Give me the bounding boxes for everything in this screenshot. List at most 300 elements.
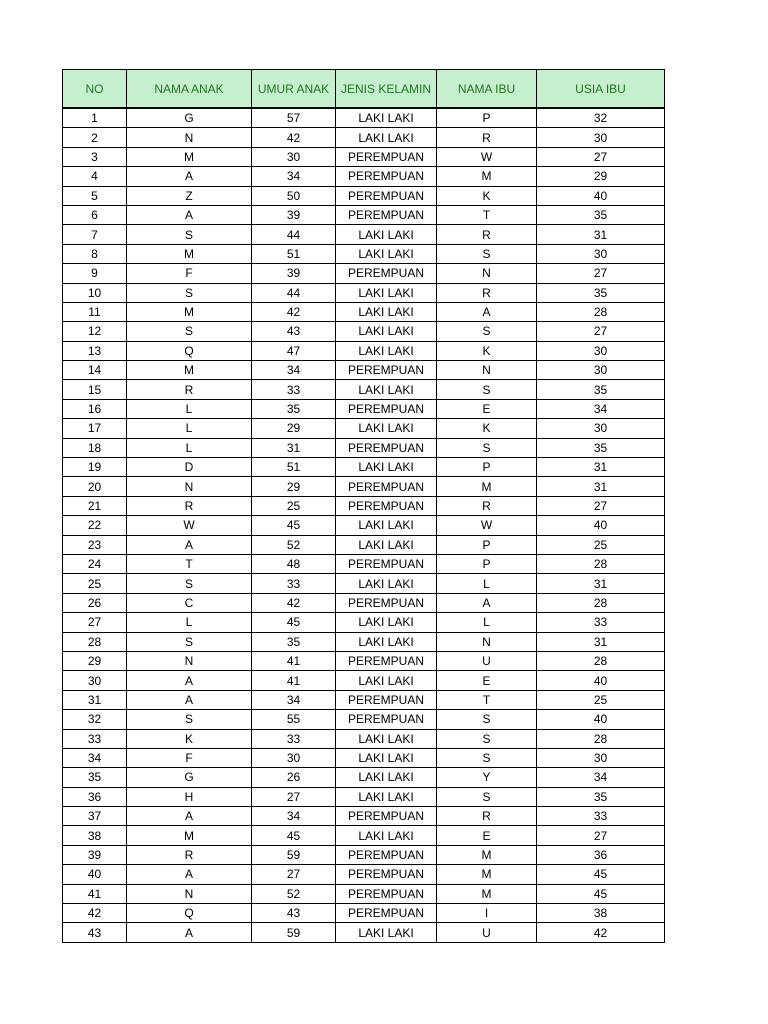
table-row [63,322,665,341]
cell-umur-anak: 42 [252,593,336,612]
cell-nama-ibu: S [437,729,537,748]
cell-nama-ibu: L [437,574,537,593]
cell-usia-ibu: 27 [537,322,665,341]
cell-usia-ibu: 45 [537,865,665,884]
cell-jenis-kelamin: PEREMPUAN [336,496,437,515]
cell-nama-anak: T [127,554,252,573]
cell-umur-anak: 34 [252,167,336,186]
cell-jenis-kelamin: PEREMPUAN [336,399,437,418]
cell-no: 25 [63,574,127,593]
cell-usia-ibu: 31 [537,574,665,593]
cell-nama-ibu: R [437,283,537,302]
cell-no: 28 [63,632,127,651]
cell-nama-ibu: R [437,496,537,515]
cell-no: 5 [63,186,127,205]
cell-nama-anak: N [127,884,252,903]
cell-nama-anak: Z [127,186,252,205]
cell-usia-ibu: 35 [537,380,665,399]
cell-jenis-kelamin: LAKI LAKI [336,729,437,748]
cell-usia-ibu: 33 [537,807,665,826]
cell-nama-ibu: U [437,651,537,670]
table-row [63,671,665,690]
cell-jenis-kelamin: PEREMPUAN [336,884,437,903]
cell-nama-anak: M [127,826,252,845]
cell-usia-ibu: 28 [537,729,665,748]
table-row [63,632,665,651]
cell-no: 29 [63,651,127,670]
cell-no: 36 [63,787,127,806]
data-table [62,69,665,943]
cell-usia-ibu: 29 [537,167,665,186]
cell-jenis-kelamin: LAKI LAKI [336,244,437,263]
cell-umur-anak: 48 [252,554,336,573]
cell-nama-ibu: S [437,244,537,263]
cell-usia-ibu: 31 [537,477,665,496]
cell-umur-anak: 27 [252,787,336,806]
table-row [63,496,665,515]
cell-nama-anak: A [127,205,252,224]
cell-usia-ibu: 30 [537,361,665,380]
cell-usia-ibu: 40 [537,710,665,729]
cell-umur-anak: 34 [252,690,336,709]
cell-jenis-kelamin: PEREMPUAN [336,147,437,166]
table-row [63,807,665,826]
cell-nama-ibu: K [437,419,537,438]
cell-usia-ibu: 31 [537,632,665,651]
cell-jenis-kelamin: PEREMPUAN [336,205,437,224]
cell-nama-ibu: P [437,554,537,573]
cell-usia-ibu: 34 [537,768,665,787]
cell-umur-anak: 50 [252,186,336,205]
cell-nama-anak: N [127,477,252,496]
cell-nama-anak: S [127,574,252,593]
table-row [63,554,665,573]
table-row [63,225,665,244]
table-row [63,787,665,806]
cell-nama-anak: S [127,225,252,244]
cell-usia-ibu: 30 [537,419,665,438]
cell-jenis-kelamin: PEREMPUAN [336,361,437,380]
cell-umur-anak: 30 [252,147,336,166]
cell-nama-ibu: R [437,128,537,147]
cell-umur-anak: 52 [252,535,336,554]
cell-nama-ibu: L [437,613,537,632]
cell-usia-ibu: 35 [537,438,665,457]
table-row [63,574,665,593]
cell-nama-ibu: M [437,477,537,496]
cell-usia-ibu: 28 [537,302,665,321]
cell-nama-anak: G [127,768,252,787]
cell-jenis-kelamin: LAKI LAKI [336,923,437,942]
cell-umur-anak: 31 [252,438,336,457]
cell-umur-anak: 39 [252,205,336,224]
cell-jenis-kelamin: PEREMPUAN [336,186,437,205]
table-row [63,729,665,748]
header-jenis-kelamin: JENIS KELAMIN [336,70,437,109]
cell-jenis-kelamin: LAKI LAKI [336,283,437,302]
table-row [63,516,665,535]
table-header [63,70,665,109]
cell-nama-ibu: P [437,535,537,554]
cell-nama-anak: S [127,710,252,729]
cell-jenis-kelamin: LAKI LAKI [336,419,437,438]
cell-no: 35 [63,768,127,787]
cell-umur-anak: 43 [252,904,336,923]
table-row [63,108,665,128]
cell-nama-anak: R [127,845,252,864]
cell-nama-ibu: K [437,186,537,205]
cell-umur-anak: 39 [252,264,336,283]
table-row [63,690,665,709]
cell-no: 13 [63,341,127,360]
table-row [63,865,665,884]
cell-nama-anak: Q [127,904,252,923]
cell-no: 10 [63,283,127,302]
cell-nama-ibu: N [437,632,537,651]
cell-nama-anak: L [127,399,252,418]
table-row [63,845,665,864]
cell-no: 37 [63,807,127,826]
cell-jenis-kelamin: PEREMPUAN [336,651,437,670]
cell-jenis-kelamin: LAKI LAKI [336,341,437,360]
cell-nama-ibu: S [437,322,537,341]
cell-nama-anak: L [127,438,252,457]
cell-usia-ibu: 40 [537,671,665,690]
cell-nama-anak: A [127,167,252,186]
cell-nama-anak: S [127,283,252,302]
cell-umur-anak: 44 [252,283,336,302]
header-usia-ibu: USIA IBU [537,70,665,109]
cell-umur-anak: 25 [252,496,336,515]
cell-jenis-kelamin: PEREMPUAN [336,477,437,496]
cell-nama-anak: M [127,147,252,166]
cell-usia-ibu: 45 [537,884,665,903]
cell-umur-anak: 30 [252,748,336,767]
cell-jenis-kelamin: LAKI LAKI [336,302,437,321]
cell-jenis-kelamin: PEREMPUAN [336,264,437,283]
cell-no: 14 [63,361,127,380]
table-row [63,147,665,166]
cell-no: 33 [63,729,127,748]
cell-jenis-kelamin: LAKI LAKI [336,613,437,632]
cell-jenis-kelamin: PEREMPUAN [336,593,437,612]
cell-nama-ibu: R [437,225,537,244]
cell-nama-ibu: M [437,167,537,186]
cell-no: 22 [63,516,127,535]
cell-nama-anak: C [127,593,252,612]
cell-jenis-kelamin: LAKI LAKI [336,516,437,535]
cell-no: 26 [63,593,127,612]
cell-no: 16 [63,399,127,418]
table-row [63,768,665,787]
cell-nama-anak: N [127,128,252,147]
cell-jenis-kelamin: PEREMPUAN [336,690,437,709]
cell-nama-ibu: Y [437,768,537,787]
cell-no: 11 [63,302,127,321]
cell-jenis-kelamin: LAKI LAKI [336,458,437,477]
cell-usia-ibu: 28 [537,554,665,573]
cell-no: 19 [63,458,127,477]
cell-usia-ibu: 40 [537,186,665,205]
cell-nama-anak: W [127,516,252,535]
cell-no: 20 [63,477,127,496]
cell-nama-ibu: M [437,845,537,864]
cell-no: 34 [63,748,127,767]
cell-nama-ibu: T [437,690,537,709]
cell-usia-ibu: 40 [537,516,665,535]
cell-umur-anak: 42 [252,128,336,147]
cell-usia-ibu: 42 [537,923,665,942]
cell-usia-ibu: 25 [537,690,665,709]
cell-no: 7 [63,225,127,244]
cell-jenis-kelamin: LAKI LAKI [336,748,437,767]
cell-nama-ibu: W [437,147,537,166]
cell-nama-anak: H [127,787,252,806]
cell-nama-anak: M [127,244,252,263]
cell-umur-anak: 45 [252,826,336,845]
table-row [63,283,665,302]
cell-jenis-kelamin: LAKI LAKI [336,671,437,690]
cell-umur-anak: 33 [252,574,336,593]
cell-nama-anak: N [127,651,252,670]
cell-umur-anak: 59 [252,845,336,864]
cell-nama-ibu: A [437,593,537,612]
table-row [63,904,665,923]
cell-jenis-kelamin: LAKI LAKI [336,322,437,341]
cell-no: 2 [63,128,127,147]
cell-usia-ibu: 27 [537,496,665,515]
cell-nama-anak: A [127,865,252,884]
cell-nama-anak: K [127,729,252,748]
cell-umur-anak: 29 [252,419,336,438]
cell-umur-anak: 27 [252,865,336,884]
cell-usia-ibu: 28 [537,593,665,612]
cell-nama-ibu: U [437,923,537,942]
cell-umur-anak: 42 [252,302,336,321]
cell-nama-anak: R [127,380,252,399]
cell-jenis-kelamin: PEREMPUAN [336,865,437,884]
cell-nama-ibu: S [437,748,537,767]
cell-nama-anak: L [127,613,252,632]
cell-umur-anak: 51 [252,458,336,477]
cell-nama-anak: G [127,108,252,128]
table-row [63,826,665,845]
cell-no: 4 [63,167,127,186]
cell-jenis-kelamin: PEREMPUAN [336,904,437,923]
cell-umur-anak: 47 [252,341,336,360]
header-umur-anak: UMUR ANAK [252,70,336,109]
table-row [63,884,665,903]
cell-no: 24 [63,554,127,573]
table-body [63,108,665,942]
table-row [63,748,665,767]
cell-jenis-kelamin: LAKI LAKI [336,535,437,554]
cell-usia-ibu: 34 [537,399,665,418]
table-row [63,264,665,283]
cell-nama-ibu: E [437,399,537,418]
cell-umur-anak: 51 [252,244,336,263]
cell-jenis-kelamin: PEREMPUAN [336,554,437,573]
cell-no: 17 [63,419,127,438]
cell-no: 38 [63,826,127,845]
cell-no: 18 [63,438,127,457]
cell-no: 39 [63,845,127,864]
cell-nama-anak: M [127,302,252,321]
cell-usia-ibu: 27 [537,826,665,845]
table-row [63,613,665,632]
header-nama-anak: NAMA ANAK [127,70,252,109]
cell-usia-ibu: 32 [537,108,665,128]
cell-nama-anak: A [127,535,252,554]
cell-umur-anak: 57 [252,108,336,128]
cell-umur-anak: 45 [252,613,336,632]
cell-usia-ibu: 27 [537,264,665,283]
cell-no: 3 [63,147,127,166]
cell-no: 12 [63,322,127,341]
table-row [63,710,665,729]
cell-umur-anak: 55 [252,710,336,729]
table-row [63,535,665,554]
cell-nama-anak: L [127,419,252,438]
table-row [63,651,665,670]
header-no: NO [63,70,127,109]
cell-usia-ibu: 27 [537,147,665,166]
cell-jenis-kelamin: LAKI LAKI [336,380,437,399]
cell-umur-anak: 35 [252,399,336,418]
cell-no: 42 [63,904,127,923]
cell-jenis-kelamin: LAKI LAKI [336,826,437,845]
cell-no: 27 [63,613,127,632]
cell-nama-ibu: E [437,671,537,690]
cell-jenis-kelamin: PEREMPUAN [336,845,437,864]
cell-usia-ibu: 35 [537,283,665,302]
table-row [63,923,665,942]
cell-nama-anak: A [127,671,252,690]
data-sheet [62,69,665,943]
cell-no: 15 [63,380,127,399]
table-row [63,128,665,147]
cell-no: 43 [63,923,127,942]
cell-usia-ibu: 30 [537,748,665,767]
cell-umur-anak: 41 [252,651,336,670]
cell-jenis-kelamin: LAKI LAKI [336,108,437,128]
cell-umur-anak: 34 [252,361,336,380]
cell-nama-ibu: R [437,807,537,826]
cell-nama-ibu: S [437,438,537,457]
table-row [63,380,665,399]
table-row [63,341,665,360]
cell-nama-anak: Q [127,341,252,360]
cell-usia-ibu: 30 [537,128,665,147]
table-row [63,244,665,263]
cell-umur-anak: 35 [252,632,336,651]
cell-umur-anak: 26 [252,768,336,787]
cell-nama-anak: R [127,496,252,515]
cell-no: 30 [63,671,127,690]
table-row [63,458,665,477]
cell-nama-anak: M [127,361,252,380]
cell-nama-anak: D [127,458,252,477]
cell-no: 31 [63,690,127,709]
cell-no: 8 [63,244,127,263]
cell-no: 1 [63,108,127,128]
cell-jenis-kelamin: LAKI LAKI [336,787,437,806]
cell-umur-anak: 34 [252,807,336,826]
cell-usia-ibu: 38 [537,904,665,923]
cell-no: 23 [63,535,127,554]
cell-nama-ibu: P [437,108,537,128]
cell-nama-ibu: M [437,884,537,903]
cell-usia-ibu: 31 [537,225,665,244]
cell-usia-ibu: 30 [537,341,665,360]
cell-nama-anak: F [127,748,252,767]
cell-jenis-kelamin: LAKI LAKI [336,574,437,593]
cell-usia-ibu: 28 [537,651,665,670]
cell-jenis-kelamin: PEREMPUAN [336,807,437,826]
cell-nama-anak: A [127,923,252,942]
cell-no: 21 [63,496,127,515]
cell-umur-anak: 43 [252,322,336,341]
cell-nama-ibu: S [437,787,537,806]
cell-nama-ibu: W [437,516,537,535]
cell-jenis-kelamin: PEREMPUAN [336,710,437,729]
cell-nama-ibu: N [437,361,537,380]
cell-nama-ibu: A [437,302,537,321]
header-nama-ibu: NAMA IBU [437,70,537,109]
cell-jenis-kelamin: LAKI LAKI [336,128,437,147]
table-row [63,186,665,205]
table-row [63,477,665,496]
cell-no: 6 [63,205,127,224]
cell-usia-ibu: 36 [537,845,665,864]
table-row [63,205,665,224]
table-row [63,399,665,418]
table-row [63,361,665,380]
cell-nama-anak: A [127,807,252,826]
cell-nama-anak: S [127,322,252,341]
cell-jenis-kelamin: LAKI LAKI [336,632,437,651]
table-row [63,302,665,321]
cell-jenis-kelamin: PEREMPUAN [336,438,437,457]
cell-nama-anak: A [127,690,252,709]
cell-usia-ibu: 33 [537,613,665,632]
cell-nama-ibu: S [437,380,537,399]
cell-nama-ibu: T [437,205,537,224]
cell-nama-ibu: S [437,710,537,729]
cell-no: 9 [63,264,127,283]
cell-no: 41 [63,884,127,903]
cell-nama-ibu: E [437,826,537,845]
cell-nama-ibu: K [437,341,537,360]
table-row [63,593,665,612]
cell-jenis-kelamin: LAKI LAKI [336,225,437,244]
cell-nama-ibu: P [437,458,537,477]
cell-usia-ibu: 30 [537,244,665,263]
cell-nama-ibu: I [437,904,537,923]
cell-umur-anak: 52 [252,884,336,903]
cell-usia-ibu: 35 [537,205,665,224]
table-row [63,167,665,186]
cell-umur-anak: 45 [252,516,336,535]
cell-umur-anak: 59 [252,923,336,942]
cell-usia-ibu: 35 [537,787,665,806]
cell-no: 40 [63,865,127,884]
cell-umur-anak: 29 [252,477,336,496]
cell-umur-anak: 41 [252,671,336,690]
cell-nama-ibu: M [437,865,537,884]
header-row [63,70,665,109]
cell-umur-anak: 44 [252,225,336,244]
